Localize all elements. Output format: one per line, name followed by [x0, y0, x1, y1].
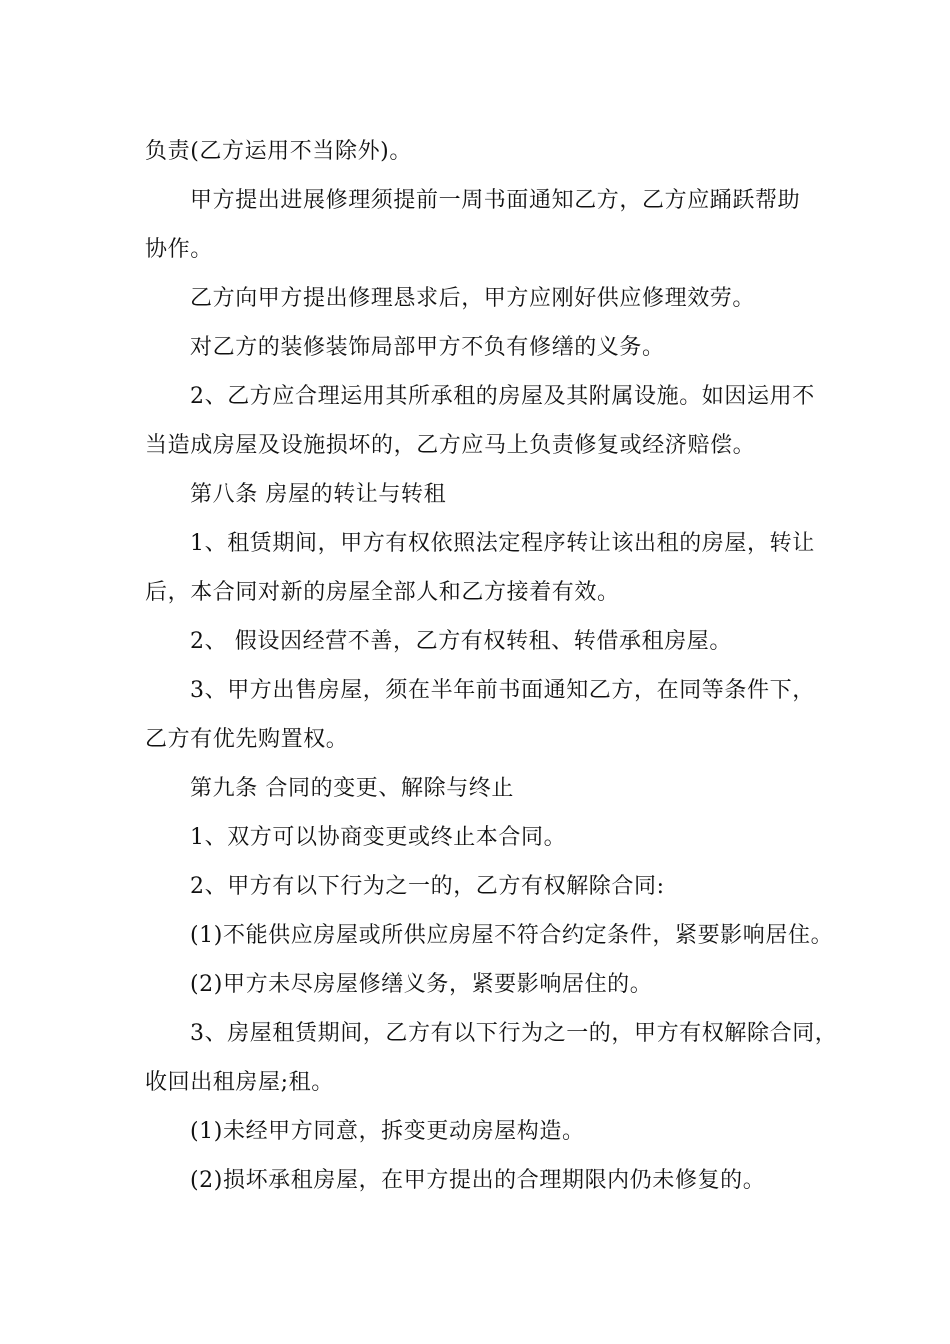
paragraph-repair-notice: 甲方提出进展修理须提前一周书面通知乙方，乙方应踊跃帮助: [190, 188, 801, 213]
article-9-item-2: 2、甲方有以下行为之一的，乙方有权解除合同:: [190, 874, 665, 899]
article-9-item-3-sub-2: (2)损坏承租房屋，在甲方提出的合理期限内仍未修复的。: [190, 1168, 766, 1193]
article-8-heading: 第八条 房屋的转让与转租: [190, 482, 447, 507]
article-8-item-1: 1、租赁期间，甲方有权依照法定程序转让该出租的房屋，转让: [190, 531, 815, 556]
paragraph-item-2-cont: 当造成房屋及设施损坏的，乙方应马上负责修复或经济赔偿。: [145, 433, 756, 458]
article-8-item-3: 3、甲方出售房屋，须在半年前书面通知乙方，在同等条件下，: [190, 678, 815, 703]
article-9-item-3: 3、房屋租赁期间，乙方有以下行为之一的，甲方有权解除合同，: [190, 1021, 838, 1046]
article-8-item-3-cont: 乙方有优先购置权。: [145, 727, 349, 752]
article-9-item-3-cont: 收回出租房屋;租。: [145, 1070, 334, 1095]
article-8-item-2: 2、 假设因经营不善，乙方有权转租、转借承租房屋。: [190, 629, 732, 654]
paragraph-decoration: 对乙方的装修装饰局部甲方不负有修缮的义务。: [190, 335, 665, 360]
article-9-item-2-sub-2: (2)甲方未尽房屋修缮义务，紧要影响居住的。: [190, 972, 653, 997]
article-9-item-3-sub-1: (1)未经甲方同意，拆变更动房屋构造。: [190, 1119, 585, 1144]
article-9-item-2-sub-1: (1)不能供应房屋或所供应房屋不符合约定条件，紧要影响居住。: [190, 923, 834, 948]
paragraph-repair-request: 乙方向甲方提出修理恳求后，甲方应刚好供应修理效劳。: [190, 286, 756, 311]
article-9-heading: 第九条 合同的变更、解除与终止: [190, 776, 514, 801]
article-8-item-1-cont: 后，本合同对新的房屋全部人和乙方接着有效。: [145, 580, 620, 605]
text-line-continuation: 负责(乙方运用不当除外)。: [145, 139, 412, 164]
paragraph-repair-notice-cont: 协作。: [145, 237, 213, 262]
article-9-item-1: 1、双方可以协商变更或终止本合同。: [190, 825, 567, 850]
paragraph-item-2: 2、乙方应合理运用其所承租的房屋及其附属设施。如因运用不: [190, 384, 815, 409]
